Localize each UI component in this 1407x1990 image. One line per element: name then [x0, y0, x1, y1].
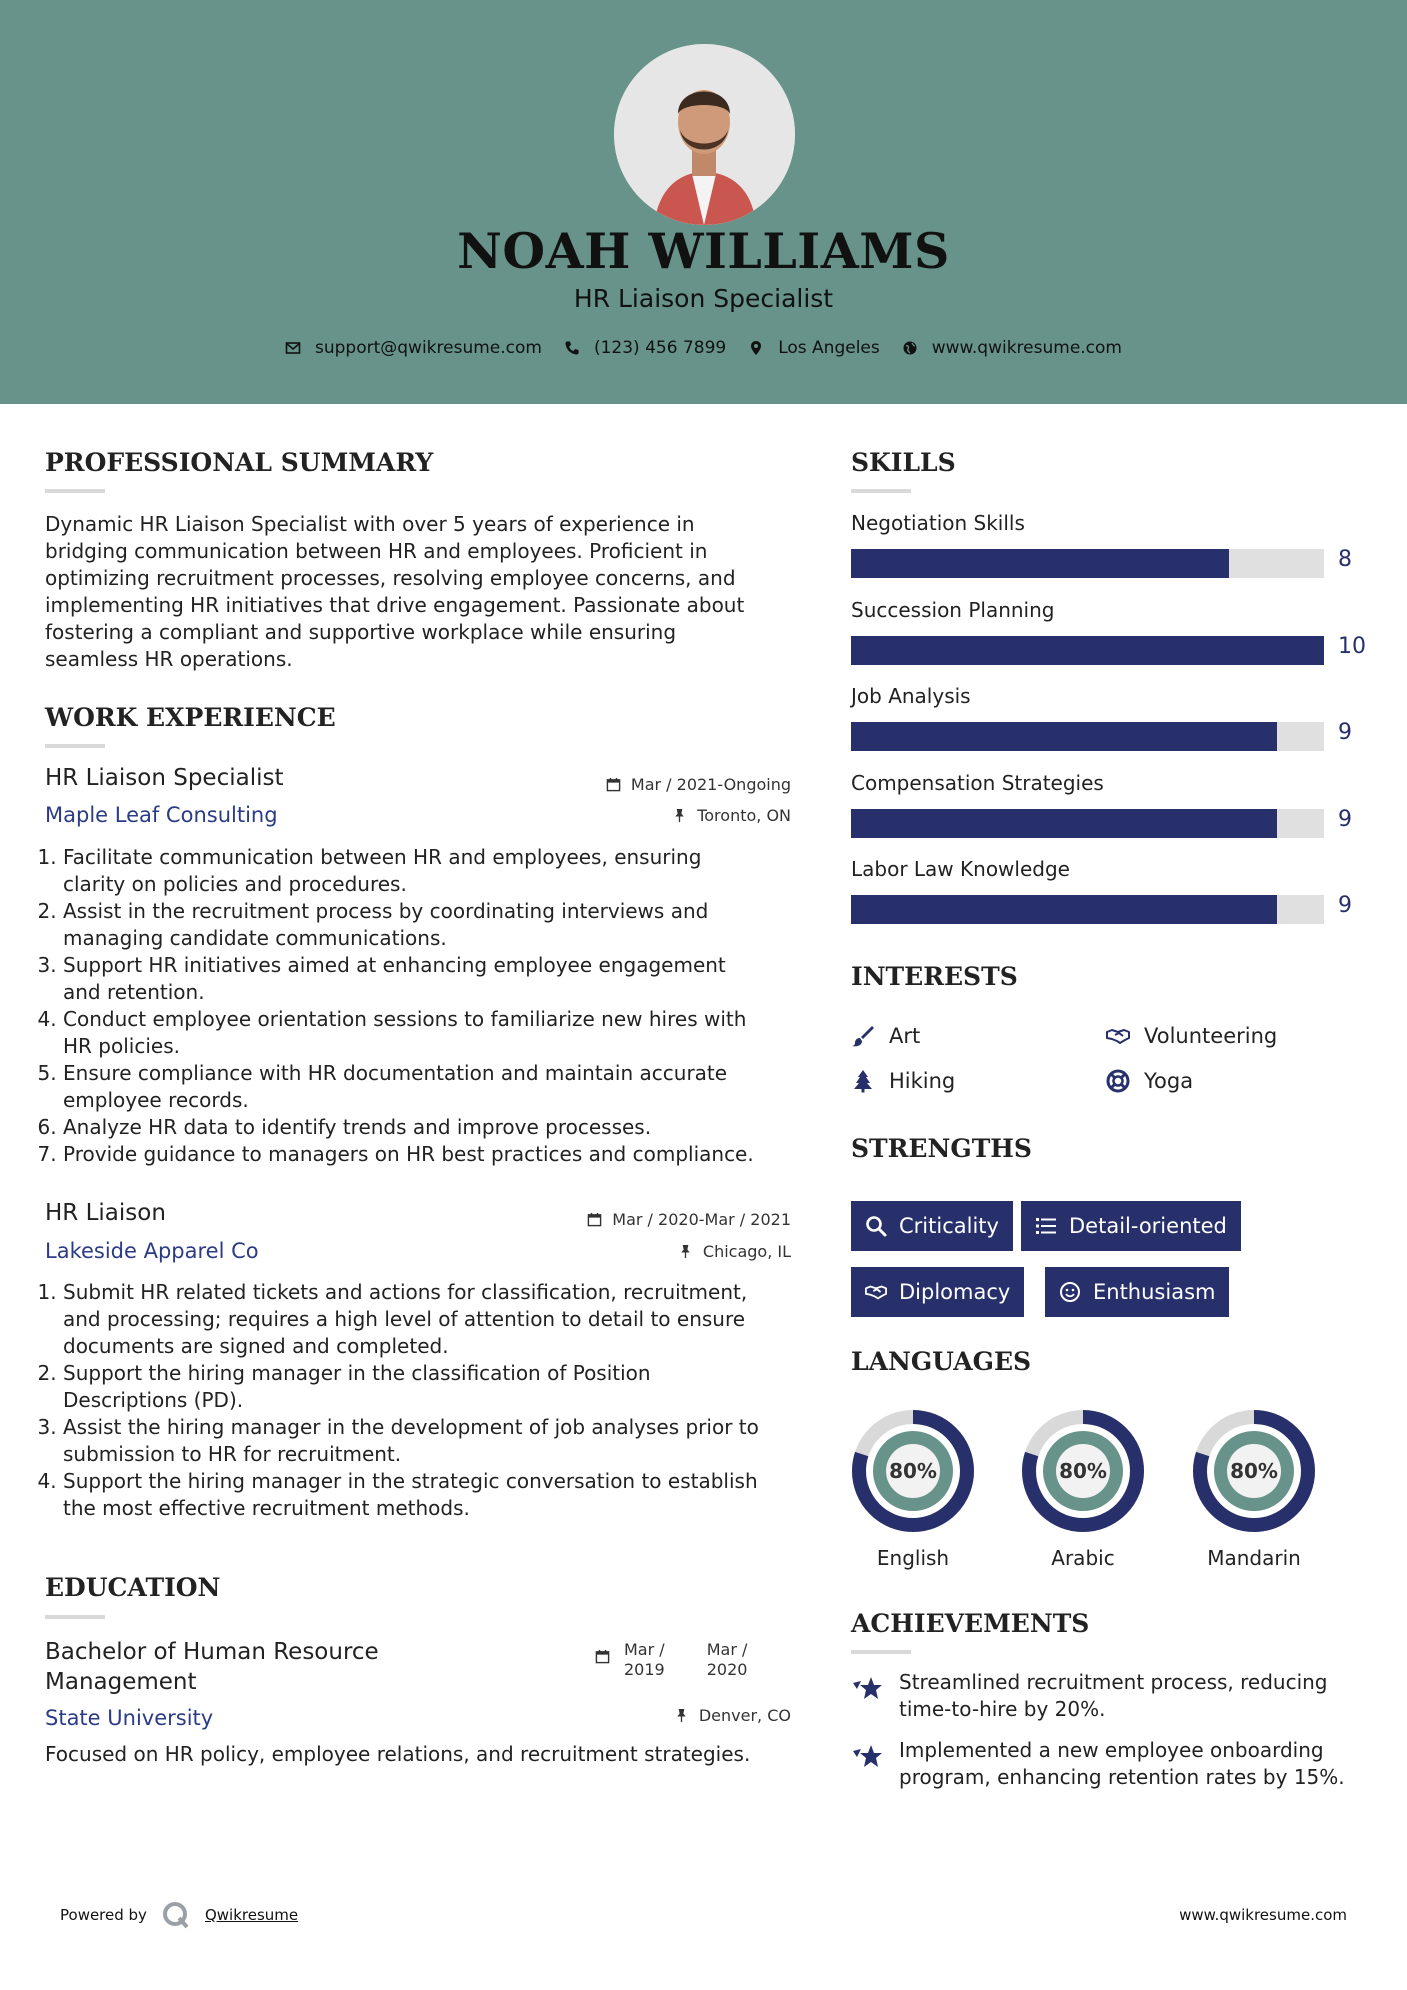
footer-website[interactable]: www.qwikresume.com	[1179, 1906, 1347, 1924]
job-duties	[45, 1279, 815, 1522]
strength-tag-enthusiasm	[1045, 1267, 1229, 1317]
strength-label: Diplomacy	[899, 1280, 1011, 1304]
school-name: State University	[45, 1706, 214, 1730]
education-description: Focused on HR policy, employee relations, and recruitment strategies.	[45, 1742, 751, 1766]
phone-icon	[564, 340, 580, 356]
duty-item: 1. Facilitate communication between HR and employees, ensuring clarity on policies and procedures.	[63, 844, 815, 898]
pushpin-icon	[678, 1244, 693, 1259]
smile-icon	[1059, 1281, 1081, 1303]
interest-label: Volunteering	[1144, 1024, 1278, 1048]
envelope-icon	[285, 340, 301, 356]
skill-bar-track	[851, 895, 1324, 924]
paintbrush-icon	[851, 1024, 875, 1048]
skill-bar-fill	[851, 895, 1277, 924]
skill-bar-track	[851, 636, 1324, 665]
degree-line: Management	[45, 1669, 197, 1695]
candidate-name: NOAH WILLIAMS	[457, 222, 950, 280]
candidate-title: HR Liaison Specialist	[573, 284, 834, 313]
job-dates	[500, 775, 791, 794]
contact-row	[0, 338, 1407, 358]
job-dates	[500, 1210, 791, 1229]
contact-website[interactable]	[902, 338, 1122, 358]
job-company: Lakeside Apparel Co	[45, 1239, 259, 1263]
duty-item: 5. Ensure compliance with HR documentation and maintain accurate employee records.	[63, 1060, 815, 1114]
summary-line: optimizing recruitment processes, resolving employee concerns, and	[45, 566, 736, 590]
skills-heading: SKILLS	[851, 448, 956, 477]
skill-bar-track	[851, 722, 1324, 751]
skill-bar-track	[851, 549, 1324, 578]
duty-item: 4. Support the hiring manager in the strategic conversation to establish the most effective recruitment methods.	[63, 1468, 815, 1522]
job-dates-text: Mar / 2021-Ongoing	[630, 775, 791, 794]
star-badge-icon	[851, 1739, 885, 1773]
summary-line: seamless HR operations.	[45, 647, 293, 671]
achievement-item	[851, 1737, 1371, 1791]
globe-icon	[902, 340, 918, 356]
skill-name: Job Analysis	[851, 684, 971, 708]
skill-bar-track	[851, 809, 1324, 838]
job-location	[500, 806, 791, 825]
skill-value: 9	[1338, 806, 1352, 832]
interest-item-art	[851, 1024, 920, 1048]
achievement-item	[851, 1669, 1371, 1723]
language-percent: 80%	[889, 1459, 937, 1483]
contact-phone[interactable]	[564, 338, 726, 358]
summary-line: fostering a compliant and supportive workplace while ensuring	[45, 620, 677, 644]
strength-tag-criticality	[851, 1201, 1013, 1251]
contact-email[interactable]	[285, 338, 542, 358]
footer-powered	[60, 1900, 298, 1930]
duty-item: 7. Provide guidance to managers on HR best practices and compliance.	[63, 1141, 815, 1168]
duty-item: 4. Conduct employee orientation sessions to familiarize new hires with HR policies.	[63, 1006, 815, 1060]
duty-item: 1. Submit HR related tickets and actions for classification, recruitment, and processing; requires a high level of attention to detail to ensure documents are signed and completed.	[63, 1279, 815, 1360]
achievement-text: Streamlined recruitment process, reducing time-to-hire by 20%.	[899, 1670, 1328, 1721]
skill-bar-fill	[851, 809, 1277, 838]
interest-label: Art	[889, 1024, 921, 1048]
calendar-icon	[595, 1649, 610, 1664]
education-heading: EDUCATION	[45, 1573, 221, 1602]
language-percent: 80%	[1230, 1459, 1278, 1483]
star-badge-icon	[851, 1671, 885, 1705]
job-location	[500, 1242, 791, 1261]
skill-value: 9	[1338, 893, 1352, 918]
summary-heading: PROFESSIONAL SUMMARY	[45, 448, 434, 477]
job-location-text: Toronto, ON	[697, 806, 791, 825]
job-location-text: Chicago, IL	[702, 1242, 791, 1261]
lifebuoy-icon	[1106, 1069, 1130, 1093]
summary-rule	[45, 489, 105, 493]
powered-by-text: Powered by	[60, 1906, 147, 1924]
language-name: English	[876, 1546, 950, 1570]
language-ring	[1021, 1409, 1145, 1533]
education-location	[500, 1706, 791, 1725]
degree-name	[45, 1637, 379, 1697]
handshake-icon	[1106, 1024, 1130, 1048]
strength-label: Enthusiasm	[1093, 1280, 1216, 1304]
skill-name: Negotiation Skills	[851, 511, 1025, 535]
interest-item-yoga	[1106, 1069, 1193, 1093]
website-text: www.qwikresume.com	[931, 338, 1122, 358]
skill-value: 10	[1338, 633, 1366, 659]
achievement-text: Implemented a new employee onboarding program, enhancing retention rates by 15%.	[899, 1738, 1345, 1789]
education-end: Mar / 2020	[706, 1640, 748, 1679]
strength-label: Criticality	[899, 1214, 999, 1238]
calendar-icon	[606, 777, 621, 792]
job-duties	[45, 844, 815, 1168]
experience-rule	[45, 744, 105, 748]
skill-value: 9	[1338, 720, 1352, 745]
job-dates-text: Mar / 2020-Mar / 2021	[612, 1210, 791, 1229]
languages-heading: LANGUAGES	[851, 1347, 1032, 1376]
language-ring	[1192, 1409, 1316, 1533]
interest-item-hiking	[851, 1069, 955, 1093]
interest-item-volunteering	[1106, 1024, 1277, 1048]
education-rule	[45, 1615, 105, 1619]
strength-label: Detail-oriented	[1069, 1214, 1227, 1238]
brand-link[interactable]: Qwikresume	[204, 1906, 299, 1924]
job-company: Maple Leaf Consulting	[45, 803, 278, 827]
map-pin-icon	[748, 340, 764, 356]
language-name: Arabic	[1051, 1546, 1115, 1570]
strength-tag-diplomacy	[851, 1267, 1024, 1317]
skill-value: 8	[1338, 547, 1352, 572]
duty-item: 2. Assist in the recruitment process by coordinating interviews and managing candidate communications.	[63, 898, 815, 952]
achievements-rule	[851, 1650, 911, 1654]
interests-heading: INTERESTS	[851, 962, 1018, 991]
skill-bar-fill	[851, 722, 1277, 751]
pushpin-icon	[674, 1708, 689, 1723]
skills-rule	[851, 489, 911, 493]
duty-item: 6. Analyze HR data to identify trends and improve processes.	[63, 1114, 815, 1141]
summary-line: implementing HR initiatives that drive engagement. Passionate about	[45, 593, 745, 617]
interest-label: Hiking	[889, 1069, 956, 1093]
phone-text: (123) 456 7899	[593, 338, 727, 358]
list-icon	[1035, 1215, 1057, 1237]
education-dates	[595, 1640, 747, 1680]
email-text: support@qwikresume.com	[315, 338, 542, 358]
experience-heading: WORK EXPERIENCE	[45, 703, 336, 732]
job-role: HR Liaison	[45, 1200, 166, 1226]
profile-photo	[614, 44, 795, 225]
language-percent: 80%	[1059, 1459, 1107, 1483]
qwikresume-logo-icon	[161, 1900, 191, 1930]
degree-line: Bachelor of Human Resource	[45, 1639, 379, 1665]
interest-label: Yoga	[1144, 1069, 1194, 1093]
summary-text	[45, 511, 805, 673]
search-icon	[865, 1215, 887, 1237]
skill-bar-fill	[851, 549, 1229, 578]
skill-bar-fill	[851, 636, 1324, 665]
language-ring	[851, 1409, 975, 1533]
education-location-text: Denver, CO	[698, 1706, 791, 1725]
summary-line: Dynamic HR Liaison Specialist with over 5 years of experience in	[45, 512, 695, 536]
header-band	[0, 0, 1407, 404]
duty-item: 2. Support the hiring manager in the classification of Position Descriptions (PD).	[63, 1360, 815, 1414]
achievements-heading: ACHIEVEMENTS	[851, 1609, 1090, 1638]
skill-name: Labor Law Knowledge	[851, 857, 1070, 881]
duty-item: 3. Assist the hiring manager in the development of job analyses prior to submission to HR for recruitment.	[63, 1414, 815, 1468]
job-role: HR Liaison Specialist	[45, 765, 284, 791]
location-text: Los Angeles	[778, 338, 880, 358]
education-start: Mar / 2019	[624, 1640, 665, 1679]
skill-name: Compensation Strategies	[851, 770, 1104, 795]
skill-name: Succession Planning	[851, 597, 1055, 622]
strength-tag-detail-oriented	[1021, 1201, 1241, 1251]
strengths-heading: STRENGTHS	[851, 1134, 1032, 1163]
pushpin-icon	[672, 808, 687, 823]
language-name: Mandarin	[1207, 1546, 1301, 1570]
handshake-icon	[865, 1281, 887, 1303]
contact-location	[748, 338, 880, 358]
summary-line: bridging communication between HR and employees. Proficient in	[45, 539, 708, 563]
calendar-icon	[587, 1212, 602, 1227]
tree-icon	[851, 1069, 875, 1093]
duty-item: 3. Support HR initiatives aimed at enhancing employee engagement and retention.	[63, 952, 815, 1006]
